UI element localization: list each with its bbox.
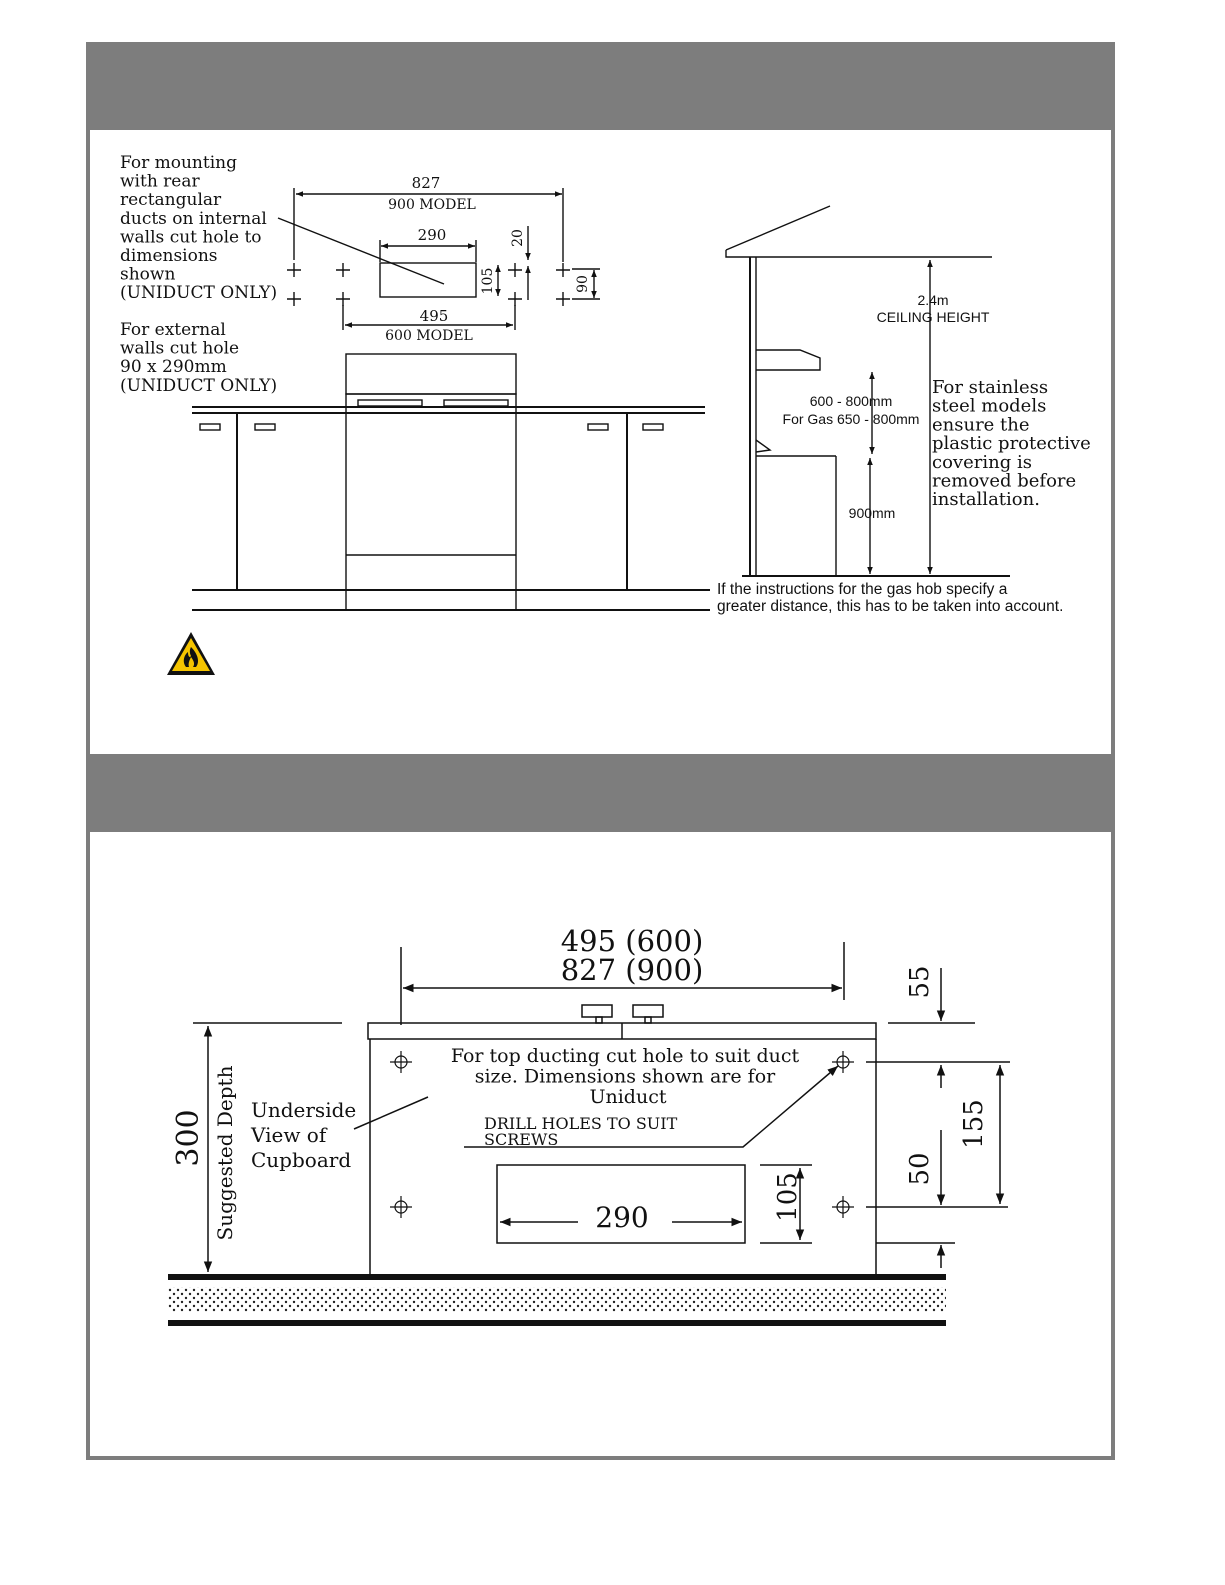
dim-290-label-2: 290 bbox=[595, 1201, 649, 1234]
ceiling-value: 2.4m bbox=[917, 292, 949, 308]
dim-155-label: 155 bbox=[959, 1099, 989, 1149]
dim-495-label: 495 bbox=[419, 307, 449, 325]
range-line-2: For Gas 650 - 800mm bbox=[782, 411, 920, 427]
dim-290-label: 290 bbox=[417, 226, 447, 244]
dim-20-label: 20 bbox=[510, 229, 526, 247]
dim-300-label: 300 bbox=[171, 1109, 206, 1167]
cupboard-underside-diagram bbox=[168, 924, 1010, 1326]
ducting-note: For top ducting cut hole to suit duct size. Dimensions shown are for Uniduct bbox=[450, 1045, 800, 1108]
installation-diagram bbox=[120, 153, 1097, 675]
duct-hole-rect bbox=[380, 263, 476, 297]
model-600-label: 600 MODEL bbox=[385, 328, 473, 344]
mounting-note: For mounting with rear rectangular ducts on internal walls cut hole to dimensions shown (UNIDUCT ONLY) bbox=[120, 153, 278, 304]
dim-827-label: 827 bbox=[411, 174, 441, 192]
depth-label: Suggested Depth bbox=[213, 1065, 237, 1241]
drill-note: DRILL HOLES TO SUIT SCREWS bbox=[484, 1114, 678, 1149]
dim-90-label: 90 bbox=[575, 275, 591, 293]
underside-label: Underside View of Cupboard bbox=[251, 1098, 357, 1172]
underside-leader bbox=[354, 1097, 428, 1129]
bench-height: 900mm bbox=[848, 505, 896, 521]
dim-105-label-2: 105 bbox=[773, 1172, 803, 1222]
stainless-note: For stainless steel models ensure the plastic protective covering is removed before installation. bbox=[932, 377, 1091, 511]
external-note: For external walls cut hole 90 x 290mm (UNIDUCT ONLY) bbox=[120, 320, 278, 396]
fire-warning-icon bbox=[167, 632, 215, 675]
range-line-1: 600 - 800mm bbox=[809, 393, 893, 409]
ceiling-label: CEILING HEIGHT bbox=[876, 309, 990, 325]
gas-hob-note: If the instructions for the gas hob specify a greater distance, this has to be taken into account. bbox=[717, 581, 1064, 615]
dim-55-label: 55 bbox=[905, 965, 935, 999]
model-900-label: 900 MODEL bbox=[388, 197, 476, 213]
width-line-2: 827 (900) bbox=[560, 953, 704, 987]
dim-105-label: 105 bbox=[480, 267, 496, 295]
dim-50-label: 50 bbox=[905, 1152, 935, 1186]
cupboard-base-section bbox=[168, 1274, 946, 1326]
width-line-1: 495 (600) bbox=[560, 924, 704, 958]
